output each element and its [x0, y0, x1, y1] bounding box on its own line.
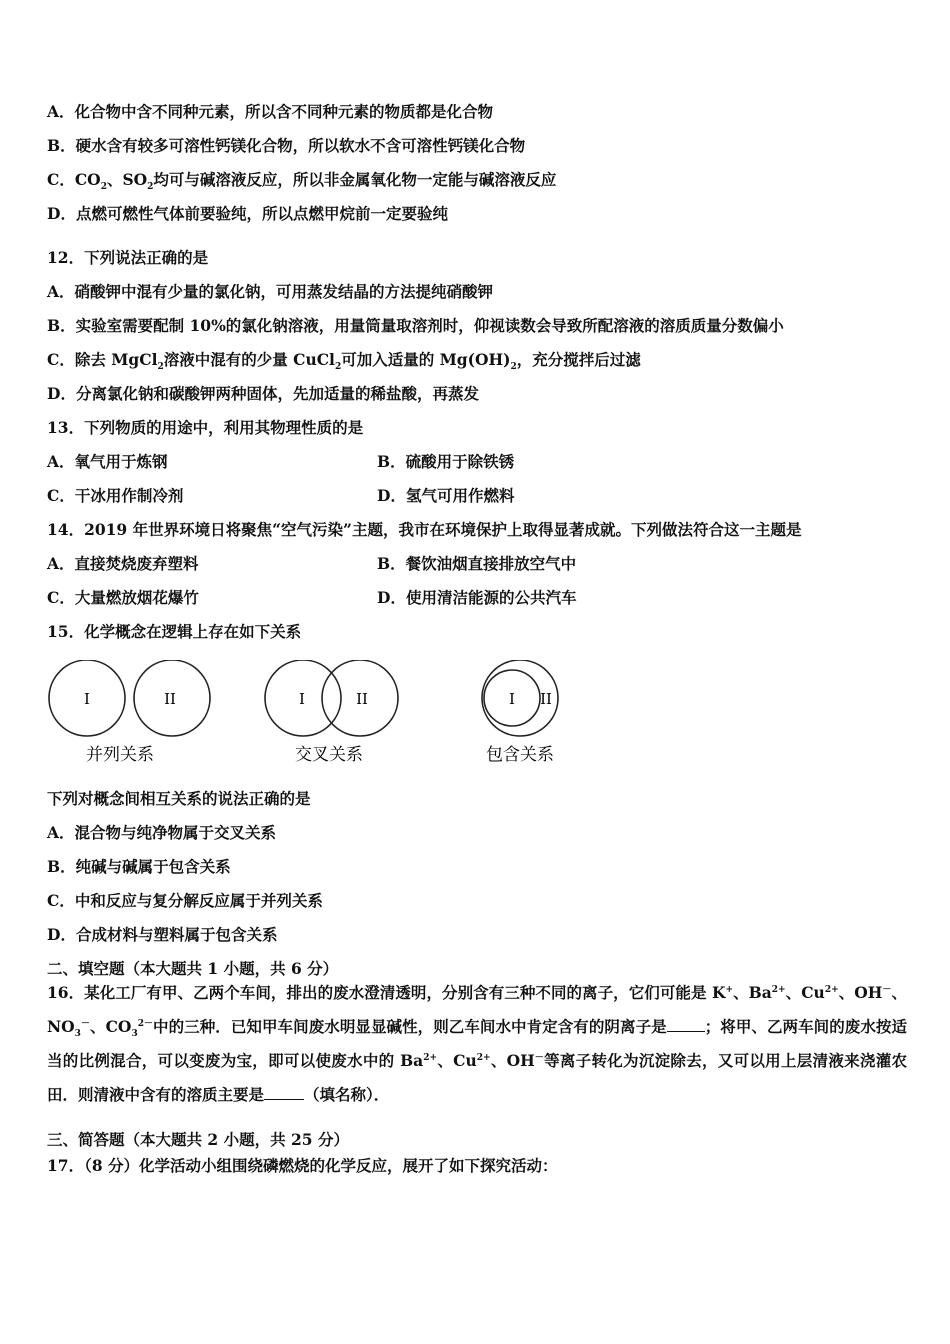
- answer-blank-1[interactable]: [667, 1017, 705, 1032]
- concept-relation-diagram: [40, 660, 580, 775]
- intersect-label-1: I: [299, 690, 305, 708]
- q15-option-c: C．中和反应与复分解反应属于并列关系: [47, 891, 323, 910]
- q13-stem: 13．下列物质的用途中，利用其物理性质的是: [47, 418, 364, 437]
- q11-option-c: C．$CO_2$、$SO_2$均可与碱溶液反应，所以非金属氧化物一定能与碱溶液反应: [47, 170, 557, 193]
- q12-option-c: C．除去 MgCl$_2$溶液中混有的少量 CuCl$_2$可加入适量的 $Mg(OH)_2$，充分搅拌后过滤: [47, 350, 641, 373]
- q15-question: 下列对概念间相互关系的说法正确的是: [47, 789, 311, 808]
- q12-stem: 12．下列说法正确的是: [47, 248, 209, 267]
- parallel-caption: 并列关系: [86, 745, 154, 765]
- q11-option-d: D．点燃可燃性气体前要验纯，所以点燃甲烷前一定要验纯: [47, 204, 448, 223]
- q15-option-a: A．混合物与纯净物属于交叉关系: [47, 823, 277, 842]
- q11-option-a: A．化合物中含不同种元素，所以含不同种元素的物质都是化合物: [47, 102, 494, 121]
- intersect-label-2: II: [356, 690, 368, 708]
- q12-option-a: A．硝酸钾中混有少量的氯化钠，可用蒸发结晶的方法提纯硝酸钾: [47, 282, 494, 301]
- q14-option-c: C．大量燃放烟花爆竹: [47, 588, 199, 607]
- section-heading-short-answer: 三、简答题（本大题共 2 小题，共 25 分）: [47, 1130, 349, 1149]
- q16-paragraph: 16．某化工厂有甲、乙两个车间，排出的废水澄清透明，分别含有三种不同的离子，它们可能是 K+、$Ba^{2+}$、$Cu^{2+}$、OH－、$NO_3^-$、$CO_3^{2-}$中的三种．已知甲车间废水明显显碱性，则乙车间水中肯定含有的阴离子是 ；将甲、乙两车间的废水按适当的比例混合，可以变废为宝，即可以使废水中的 $Ba^{2+}$、$Cu^{2+}$、OH－等离子转化为沉淀除去，又可以用上层清液来浇灌农田．则清液中含有的溶质主要是 （填名称）．: [47, 983, 907, 1104]
- q11-option-b: B．硬水含有较多可溶性钙镁化合物，所以软水不含可溶性钙镁化合物: [47, 136, 526, 155]
- q15-option-d: D．合成材料与塑料属于包含关系: [47, 925, 278, 944]
- q14-option-d: D．使用清洁能源的公共汽车: [377, 588, 577, 607]
- q17-stem: 17．（8 分）化学活动小组围绕磷燃烧的化学反应，展开了如下探究活动：: [47, 1156, 558, 1175]
- q13-option-d: D．氢气可用作燃料: [377, 486, 515, 505]
- answer-blank-2[interactable]: [264, 1085, 304, 1100]
- q15-stem: 15．化学概念在逻辑上存在如下关系: [47, 622, 302, 641]
- parallel-label-2: II: [164, 690, 176, 708]
- contain-label-1: I: [509, 690, 515, 708]
- contain-label-2: II: [540, 690, 552, 708]
- contain-caption: 包含关系: [486, 745, 554, 765]
- q15-option-b: B．纯碱与碱属于包含关系: [47, 857, 231, 876]
- q14-option-a: A．直接焚烧废弃塑料: [47, 554, 199, 573]
- q13-option-c: C．干冰用作制冷剂: [47, 486, 184, 505]
- q13-option-a: A．氧气用于炼钢: [47, 452, 168, 471]
- section-heading-fill-in: 二、填空题（本大题共 1 小题，共 6 分）: [47, 959, 339, 978]
- intersect-caption: 交叉关系: [295, 745, 363, 765]
- parallel-label-1: I: [84, 690, 90, 708]
- q12-option-d: D．分离氯化钠和碳酸钾两种固体，先加适量的稀盐酸，再蒸发: [47, 384, 479, 403]
- q14-option-b: B．餐饮油烟直接排放空气中: [377, 554, 577, 573]
- q14-stem: 14．2019 年世界环境日将聚焦“空气污染”主题，我市在环境保护上取得显著成就。下列做法符合这一主题是: [47, 520, 802, 539]
- q13-option-b: B．硫酸用于除铁锈: [377, 452, 515, 471]
- q12-option-b: B．实验室需要配制 10%的氯化钠溶液，用量筒量取溶剂时，仰视读数会导致所配溶液的溶质质量分数偏小: [47, 316, 784, 335]
